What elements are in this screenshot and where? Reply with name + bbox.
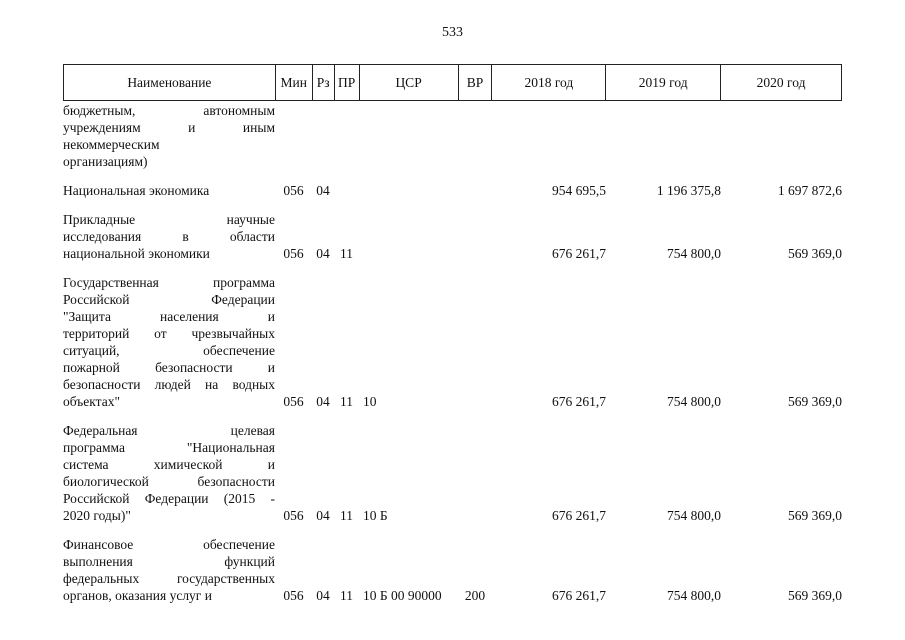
- cell-min: 056: [283, 183, 304, 198]
- row-gap: [63, 199, 842, 211]
- name-line: организациям): [63, 154, 148, 169]
- cell-name: [63, 182, 275, 199]
- cell-vr: [458, 102, 492, 170]
- name-line: Государственная программа: [63, 275, 275, 290]
- name-line: территорий от чрезвычайных: [63, 326, 275, 341]
- name-line: национальной экономики: [63, 246, 210, 261]
- name-line: федеральных государственных: [63, 571, 275, 586]
- cell-pr: 11: [340, 246, 353, 261]
- name-line: некоммерческим: [63, 137, 160, 152]
- row-gap: [63, 262, 842, 274]
- cell-pr: [334, 182, 359, 199]
- row-gap: [63, 410, 842, 422]
- cell-min: [275, 102, 312, 170]
- name-line: органов, оказания услуг и: [63, 588, 212, 603]
- name-line: Российской Федерации: [63, 292, 275, 307]
- cell-min: 056: [283, 588, 304, 603]
- cell-rz: 04: [316, 394, 330, 409]
- budget-table: [63, 102, 842, 604]
- cell-2019: 1 196 375,8: [656, 183, 721, 198]
- cell-csr: [359, 102, 458, 170]
- name-line: исследования в области: [63, 229, 275, 244]
- name-line: Российской Федерации (2015 -: [63, 491, 275, 506]
- row-gap: [63, 170, 842, 182]
- name-line: выполнения функций: [63, 554, 275, 569]
- cell-rz: 04: [316, 508, 330, 523]
- cell-vr: 200: [464, 588, 486, 603]
- name-line: пожарной безопасности и: [63, 360, 275, 375]
- name-line: объектах": [63, 394, 120, 409]
- cell-2020: [721, 102, 842, 170]
- page-number: 533: [442, 25, 463, 40]
- header-vr: ВР: [458, 65, 492, 101]
- name-line: Национальная экономика: [63, 183, 210, 198]
- name-line: бюджетным, автономным: [63, 103, 275, 118]
- cell-name: [63, 211, 275, 262]
- header-2019: 2019 год: [606, 65, 721, 101]
- table-row: [63, 536, 842, 604]
- table-row: [63, 102, 842, 170]
- header-2018: 2018 год: [492, 65, 606, 101]
- name-line: система химической и: [63, 457, 275, 472]
- name-line: безопасности людей на водных: [63, 377, 275, 392]
- cell-2018: [492, 102, 606, 170]
- row-gap: [63, 524, 842, 536]
- table-row: [63, 211, 842, 262]
- cell-pr: 11: [340, 588, 353, 603]
- cell-pr: [334, 102, 359, 170]
- name-line: 2020 годы)": [63, 508, 131, 523]
- cell-vr: [458, 211, 492, 262]
- cell-2019: 754 800,0: [667, 508, 721, 523]
- cell-rz: 04: [316, 183, 330, 198]
- cell-2019: 754 800,0: [667, 588, 721, 603]
- cell-name: [63, 422, 275, 524]
- name-line: биологической безопасности: [63, 474, 275, 489]
- name-line: ситуаций, обеспечение: [63, 343, 275, 358]
- cell-min: 056: [283, 246, 304, 261]
- cell-2020: 569 369,0: [788, 508, 842, 523]
- cell-vr: [458, 422, 492, 524]
- cell-csr: [359, 211, 458, 262]
- cell-pr: 11: [340, 394, 353, 409]
- name-line: Финансовое обеспечение: [63, 537, 275, 552]
- cell-pr: 11: [340, 508, 353, 523]
- cell-2020: 569 369,0: [788, 246, 842, 261]
- cell-csr: 10 Б: [363, 508, 388, 523]
- cell-2019: [606, 102, 721, 170]
- table-row: [63, 274, 842, 410]
- cell-2020: 569 369,0: [788, 588, 842, 603]
- name-line: программа "Национальная: [63, 440, 275, 455]
- name-line: учреждениям и иным: [63, 120, 275, 135]
- cell-2019: 754 800,0: [667, 246, 721, 261]
- cell-csr: 10 Б 00 90000: [363, 588, 442, 603]
- header-rz: Рз: [312, 65, 334, 101]
- cell-2018: 676 261,7: [552, 246, 606, 261]
- name-line: "Защита населения и: [63, 309, 275, 324]
- cell-min: 056: [283, 508, 304, 523]
- cell-2018: 676 261,7: [552, 588, 606, 603]
- table-header: [63, 64, 842, 101]
- cell-csr: 10: [363, 394, 377, 409]
- cell-rz: [312, 102, 334, 170]
- cell-vr: [458, 182, 492, 199]
- table-row: [63, 182, 842, 199]
- cell-2018: 954 695,5: [552, 183, 606, 198]
- header-min: Мин: [275, 65, 312, 101]
- header-csr: ЦСР: [359, 65, 458, 101]
- name-line: Прикладные научные: [63, 212, 275, 227]
- cell-name: [63, 536, 275, 604]
- table-row: [63, 422, 842, 524]
- cell-rz: 04: [316, 588, 330, 603]
- header-pr: ПР: [334, 65, 359, 101]
- header-2020: 2020 год: [721, 65, 842, 101]
- cell-csr: [359, 182, 458, 199]
- cell-min: 056: [283, 394, 304, 409]
- cell-2020: 569 369,0: [788, 394, 842, 409]
- cell-2018: 676 261,7: [552, 394, 606, 409]
- cell-name: [63, 102, 275, 170]
- cell-2019: 754 800,0: [667, 394, 721, 409]
- cell-vr: [458, 274, 492, 410]
- cell-rz: 04: [316, 246, 330, 261]
- name-line: Федеральная целевая: [63, 423, 275, 438]
- cell-2018: 676 261,7: [552, 508, 606, 523]
- cell-name: [63, 274, 275, 410]
- header-name: Наименование: [64, 65, 276, 101]
- cell-2020: 1 697 872,6: [777, 183, 842, 198]
